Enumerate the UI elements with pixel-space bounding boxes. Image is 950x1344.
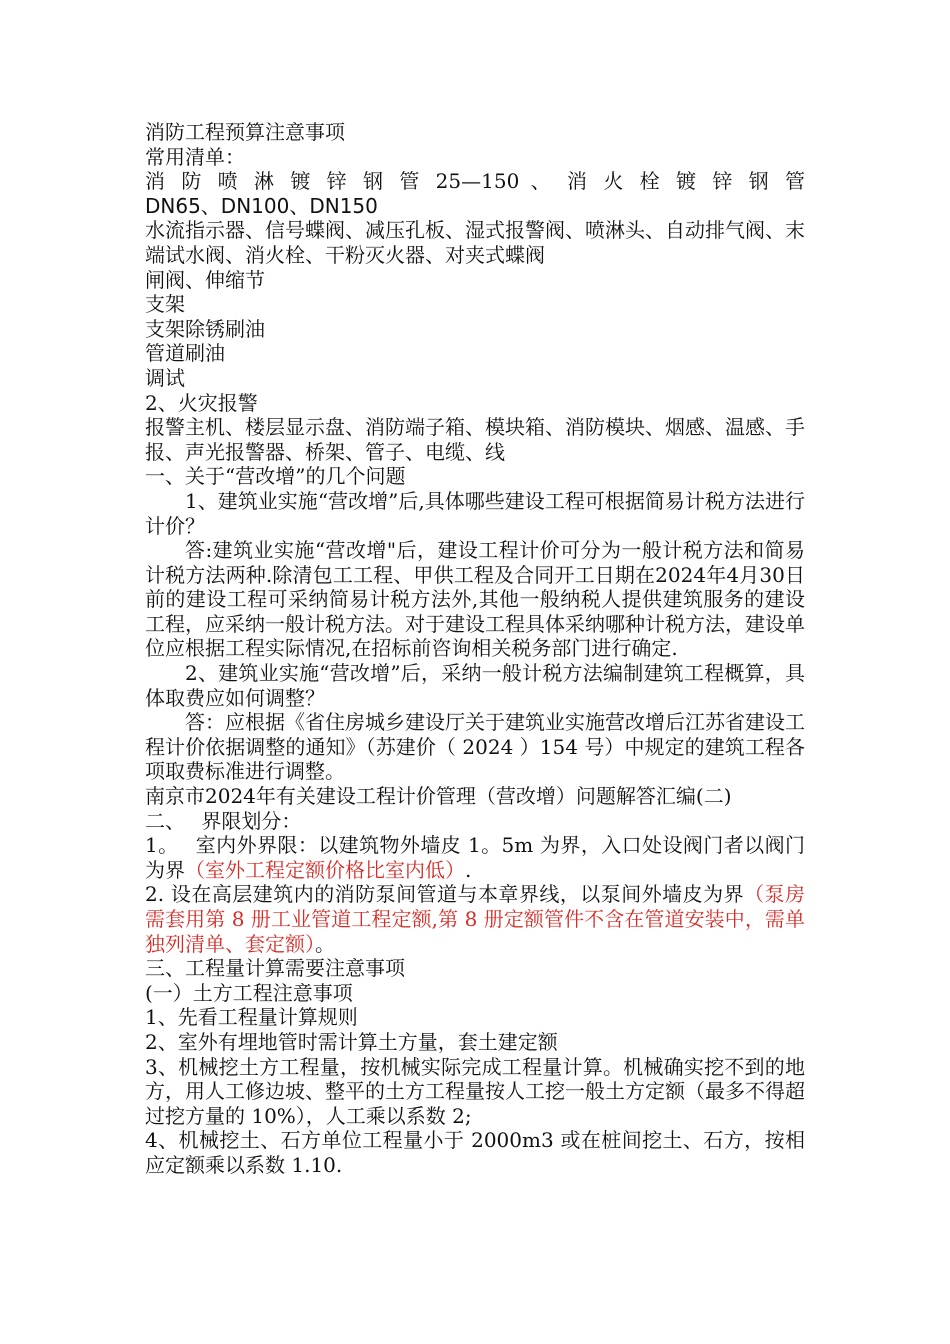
pipe-line: 消 防 喷 淋 镀 锌 钢 管 25—150 、 消 火 栓 镀 锌 钢 管 — [145, 169, 805, 194]
answer-1: 答:建筑业实施“营改增"后，建设工程计价可分为一般计税方法和简易计税方法两种.除清包工工程、甲供工程及合同开工日期在2024年4月30日前的建设工程可采纳简易计税方法外,其他一般纳税人提供建筑服务的建设工程，应采纳一般计税方法。对于建设工程具体采纳哪种计税方法，建设单位应根据工程实际情况,在招标前咨询相关税务部门进行确定. — [145, 538, 805, 661]
boundary-item-1 — [145, 833, 805, 882]
subsection-heading: (一）土方工程注意事项 — [145, 980, 353, 1005]
boundary-note-1: （室外工程定额价格比室内低） — [185, 857, 465, 882]
answer-2: 答：应根据《省住房城乡建设厅关于建筑业实施营改增后江苏省建设工程计价依据调整的通知》（苏建价（ 2024 ）154 号）中规定的建筑工程各项取费标准进行调整。 — [145, 710, 805, 784]
list-heading: 常用清单： — [145, 144, 245, 169]
valve-list: 水流指示器、信号蝶阀、减压孔板、湿式报警阀、喷淋头、自动排气阀、末端试水阀、消火栓、干粉灭火器、对夹式蝶阀 — [145, 218, 805, 267]
section-heading-1: 一、关于“营改增”的几个问题 — [145, 464, 406, 489]
rule-item-4: 4、机械挖土、石方单位工程量小于 2000m3 或在桩间挖土、石方，按相应定额乘以系数 1.10. — [145, 1128, 805, 1177]
boundary-item-2 — [145, 882, 805, 956]
rule-item-2: 2、室外有埋地管时需计算土方量，套土建定额 — [145, 1029, 558, 1054]
boundary-text-2: 2. 设在高层建筑内的消防泵间管道与本章界线，以泵间外墙皮为界 — [145, 882, 745, 907]
boundary-text-1: 1。 室内外界限：以建筑物外墙皮 1。5m 为界，入口处设阀门者以阀门为界 — [145, 833, 805, 882]
alarm-list: 报警主机、楼层显示盘、消防端子箱、模块箱、消防模块、烟感、温感、手报、声光报警器、桥架、管子、电缆、线 — [145, 415, 805, 464]
list-item: 支架除锈刷油 — [145, 316, 265, 341]
pipe-sizes: DN65、DN100、DN150 — [145, 193, 378, 218]
list-item: 管道刷油 — [145, 341, 225, 366]
boundary-note-2: （泵房需套用第 8 册工业管道工程定额,第 8 册定额管件不含在管道安装中，需单独列清单、套定额） — [145, 882, 806, 956]
list-item: 支架 — [145, 292, 185, 317]
question-2: 2、建筑业实施“营改增”后，采纳一般计税方法编制建筑工程概算，具体取费应如何调整？ — [145, 661, 805, 710]
section-heading-2: 二、 界限划分： — [145, 808, 302, 833]
boundary-end-1: . — [465, 857, 472, 882]
source-line: 南京市2024年有关建设工程计价管理（营改增）问题解答汇编(二) — [145, 784, 732, 809]
boundary-end-2: 。 — [315, 931, 335, 956]
list-item: 调试 — [145, 365, 185, 390]
page-title: 消防工程预算注意事项 — [145, 120, 345, 144]
list-item: 闸阀、伸缩节 — [145, 267, 265, 292]
document-page — [145, 120, 805, 1178]
question-1: 1、建筑业实施“营改增”后,具体哪些建设工程可根据简易计税方法进行计价？ — [145, 488, 805, 538]
rule-item-1: 1、先看工程量计算规则 — [145, 1005, 358, 1030]
rule-item-3: 3、机械挖土方工程量，按机械实际完成工程量计算。机械确实挖不到的地方，用人工修边坡、整平的土方工程量按人工挖一般土方定额（最多不得超过挖方量的 10%），人工乘以系数 2; — [145, 1054, 805, 1128]
section-fire-alarm: 2、火灾报警 — [145, 390, 258, 415]
section-heading-3: 三、工程量计算需要注意事项 — [145, 956, 405, 981]
